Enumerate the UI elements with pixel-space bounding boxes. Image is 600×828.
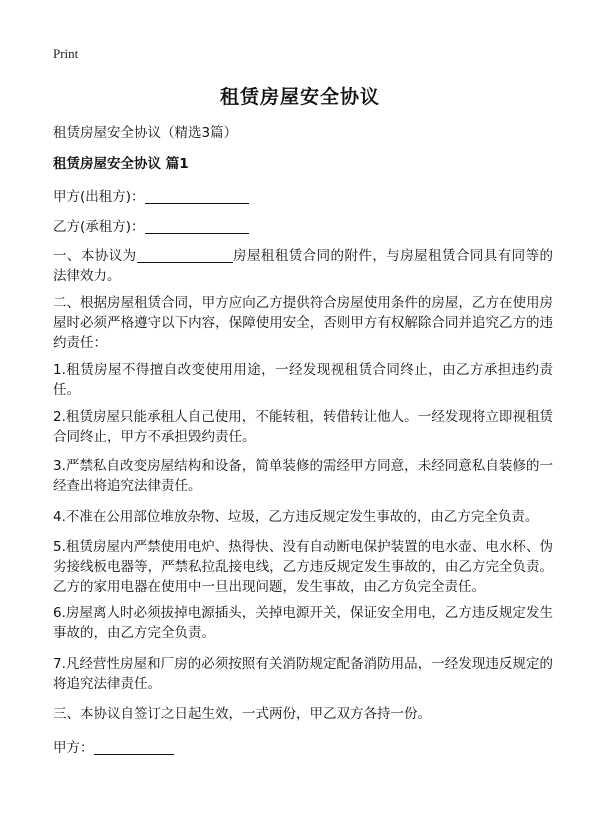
party-b-line [53, 215, 249, 235]
signature-blank [94, 740, 174, 755]
party-a-line [53, 185, 249, 205]
signature-line [53, 736, 174, 756]
clause-item-1: 1.租赁房屋不得擅自改变使用用途，一经发现视租赁合同终止，由乙方承担违约责任。 [53, 362, 553, 398]
party-a-blank [145, 189, 249, 204]
document-title: 租赁房屋安全协议 [219, 86, 380, 108]
clause-3: 三、本协议自签订之日起生效，一式两份，甲乙双方各持一份。 [53, 706, 431, 722]
signature-label: 甲方： [53, 740, 94, 756]
clause-2: 二、根据房屋租赁合同，甲方应向乙方提供符合房屋使用条件的房屋，乙方在使用房屋时必须严格遵守以下内容，保障使用安全，否则甲方有权解除合同并追究乙方的违约责任： [53, 295, 553, 351]
document-subtitle: 租赁房屋安全协议（精选3篇） [53, 125, 238, 141]
clause-item-6: 6.房屋离人时必须拔掉电源插头，关掉电源开关，保证安全用电，乙方违反规定发生事故的，由乙方完全负责。 [53, 605, 553, 641]
print-link[interactable]: Print [53, 46, 79, 61]
party-a-label: 甲方(出租方)： [53, 189, 145, 205]
clause-1-prefix: 一、本协议为 [53, 248, 137, 264]
clause-item-4: 4.不准在公用部位堆放杂物、垃圾，乙方违反规定发生事故的，由乙方完全负责。 [53, 509, 539, 525]
clause-item-3: 3.严禁私自改变房屋结构和设备，简单装修的需经甲方同意，未经同意私自装修的一经查出将追究法律责任。 [53, 458, 553, 494]
clause-1 [53, 246, 553, 286]
clause-item-5: 5.租赁房屋内严禁使用电炉、热得快、没有自动断电保护装置的电水壶、电水杯、伪劣接线板电器等，严禁私拉乱接电线，乙方违反规定发生事故的，由乙方完全负责。乙方的家用电器在使用中一旦出现问题，发生事故，由乙方负完全责任。 [53, 539, 553, 595]
clause-item-2: 2.租赁房屋只能承租人自己使用，不能转租，转借转让他人。一经发现将立即视租赁合同终止，甲方不承担毁约责任。 [53, 409, 553, 445]
section-heading: 租赁房屋安全协议 篇1 [53, 156, 189, 172]
party-b-label: 乙方(承租方)： [53, 219, 145, 235]
clause-1-blank [137, 248, 233, 263]
clause-1-suffix: 房屋租租赁合同的附件，与房屋租赁合同具有同等的法律效力。 [53, 248, 554, 284]
clause-item-7: 7.凡经营性房屋和厂房的必须按照有关消防规定配备消防用品，一经发现违反规定的将追究法律责任。 [53, 656, 553, 692]
party-b-blank [145, 219, 249, 234]
